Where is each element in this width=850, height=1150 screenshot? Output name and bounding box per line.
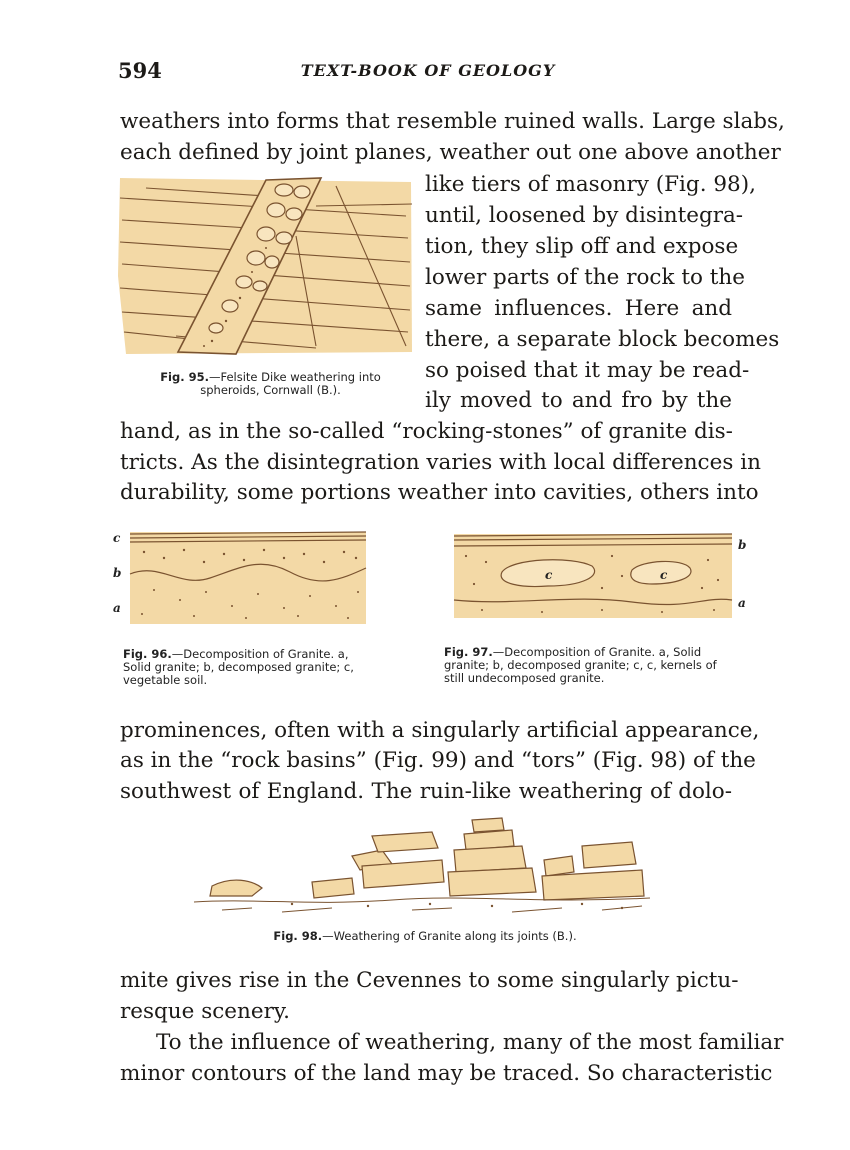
figure-98-number: Fig. 98. — [273, 929, 323, 943]
body-line: ily moved to and fro by the — [425, 388, 732, 413]
figure-97-number: Fig. 97. — [444, 645, 493, 659]
body-line: weathers into forms that resemble ruined walls. Large slabs, — [120, 109, 785, 134]
figure-96-caption — [123, 648, 368, 687]
body-line: until, loosened by disintegra- — [425, 203, 744, 228]
figure-97-label-b: b — [738, 538, 747, 552]
figure-95-caption-line1: —Felsite Dike weathering into — [208, 370, 381, 384]
figure-98-illustration — [192, 816, 652, 920]
figure-96-number: Fig. 96. — [123, 647, 172, 661]
figure-95-caption-line2: spheroids, Cornwall (B.). — [200, 383, 341, 397]
figure-97-label-c2: c — [660, 568, 668, 582]
body-line: as in the “rock basins” (Fig. 99) and “tors” (Fig. 98) of the — [120, 748, 756, 773]
figure-97-illustration — [452, 530, 734, 622]
figure-97-caption-text: —Decomposition of Granite. a, Solid granite; b, decomposed granite; c, c, kernels of still undecomposed granite. — [444, 645, 717, 685]
figure-96-label-b: b — [113, 566, 122, 580]
body-line: like tiers of masonry (Fig. 98), — [425, 172, 756, 197]
page-number: 594 — [118, 58, 162, 83]
body-line: lower parts of the rock to the — [425, 265, 745, 290]
body-line: tricts. As the disintegration varies with local differences in — [120, 450, 761, 475]
figure-96-caption-text: —Decomposition of Granite. a, Solid granite; b, decomposed granite; c, vegetable soil. — [123, 647, 354, 687]
book-title: TEXT-BOOK OF GEOLOGY — [300, 61, 556, 80]
figure-97-caption — [444, 646, 732, 685]
body-line: resque scenery. — [120, 999, 290, 1024]
figure-96-label-a: a — [113, 601, 121, 615]
body-line: same influences. Here and — [425, 296, 732, 321]
figure-95-illustration — [116, 176, 414, 356]
body-line: To the influence of weathering, many of the most familiar — [156, 1030, 784, 1055]
running-head — [118, 58, 738, 88]
body-line: prominences, often with a singularly artificial appearance, — [120, 718, 760, 743]
body-line: there, a separate block becomes — [425, 327, 780, 352]
body-line: tion, they slip off and expose — [425, 234, 739, 259]
figure-98-caption — [200, 930, 650, 943]
body-line: durability, some portions weather into cavities, others into — [120, 480, 759, 505]
figure-97-label-a: a — [738, 596, 746, 610]
body-line: hand, as in the so-called “rocking-stones” of granite dis- — [120, 419, 733, 444]
body-line: each defined by joint planes, weather out one above another — [120, 140, 781, 165]
figure-98-caption-text: —Weathering of Granite along its joints (B.). — [322, 929, 577, 943]
body-line: southwest of England. The ruin-like weathering of dolo- — [120, 779, 732, 804]
figure-95-number: Fig. 95. — [160, 370, 209, 384]
figure-96-label-c: c — [113, 531, 121, 545]
figure-96-illustration — [120, 528, 370, 628]
body-line: mite gives rise in the Cevennes to some singularly pictu- — [120, 968, 739, 993]
body-line: minor contours of the land may be traced. So characteristic — [120, 1061, 773, 1086]
body-line: so poised that it may be read- — [425, 358, 750, 383]
figure-95-caption — [128, 371, 413, 397]
figure-97-label-c1: c — [545, 568, 553, 582]
